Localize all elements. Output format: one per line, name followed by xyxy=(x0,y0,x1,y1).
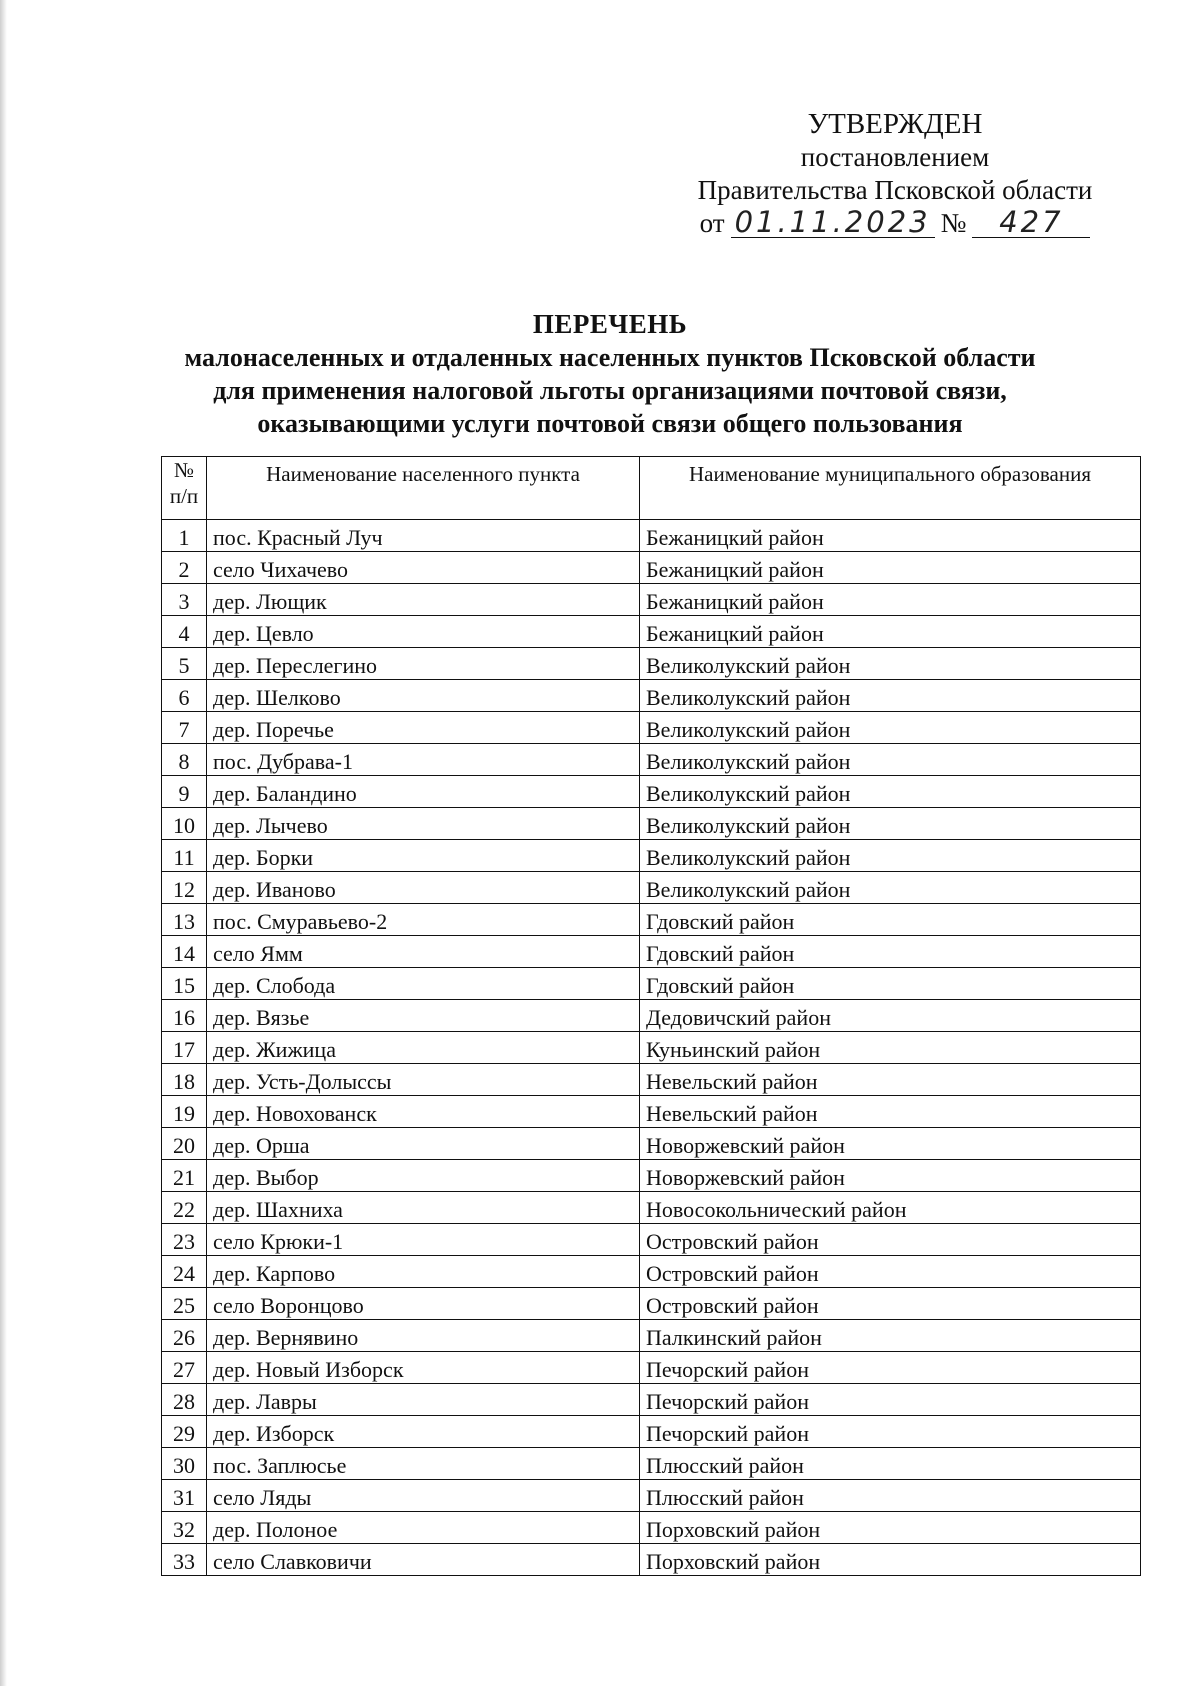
row-number: 28 xyxy=(162,1384,207,1416)
municipality-name: Островский район xyxy=(640,1224,1141,1256)
row-number: 17 xyxy=(162,1032,207,1064)
row-number: 7 xyxy=(162,712,207,744)
municipality-name: Печорский район xyxy=(640,1352,1141,1384)
settlement-name: дер. Полоное xyxy=(207,1512,640,1544)
municipality-name: Гдовский район xyxy=(640,936,1141,968)
settlement-name: дер. Борки xyxy=(207,840,640,872)
row-number: 6 xyxy=(162,680,207,712)
table-body xyxy=(162,520,1141,1576)
municipality-name: Великолукский район xyxy=(640,648,1141,680)
settlement-name: дер. Орша xyxy=(207,1128,640,1160)
municipality-name: Бежаницкий район xyxy=(640,584,1141,616)
municipality-name: Великолукский район xyxy=(640,872,1141,904)
approval-title: УТВЕРЖДЕН xyxy=(807,108,983,140)
table-row xyxy=(162,1544,1141,1576)
municipality-name: Куньинский район xyxy=(640,1032,1141,1064)
settlement-name: пос. Смуравьево-2 xyxy=(207,904,640,936)
municipality-name: Великолукский район xyxy=(640,808,1141,840)
table-row xyxy=(162,968,1141,1000)
settlement-name: пос. Красный Луч xyxy=(207,520,640,552)
row-number: 16 xyxy=(162,1000,207,1032)
row-number: 15 xyxy=(162,968,207,1000)
heading-title: ПЕРЕЧЕНЬ xyxy=(532,309,688,339)
heading-line-2: для применения налоговой льготы организациями почтовой связи, xyxy=(213,376,1007,405)
municipality-name: Гдовский район xyxy=(640,904,1141,936)
row-number: 9 xyxy=(162,776,207,808)
municipality-name: Великолукский район xyxy=(640,776,1141,808)
row-number: 13 xyxy=(162,904,207,936)
from-label: от xyxy=(699,208,725,238)
municipality-name: Палкинский район xyxy=(640,1320,1141,1352)
municipality-name: Новосокольнический район xyxy=(640,1192,1141,1224)
row-number: 8 xyxy=(162,744,207,776)
table-row xyxy=(162,584,1141,616)
table-row xyxy=(162,552,1141,584)
handwritten-number: 427 xyxy=(972,207,1090,238)
municipality-name: Островский район xyxy=(640,1256,1141,1288)
table-row xyxy=(162,936,1141,968)
table-row xyxy=(162,840,1141,872)
settlements-table xyxy=(161,456,1141,1576)
settlement-name: село Воронцово xyxy=(207,1288,640,1320)
settlement-name: дер. Карпово xyxy=(207,1256,640,1288)
settlement-name: дер. Усть-Долыссы xyxy=(207,1064,640,1096)
table-row xyxy=(162,1416,1141,1448)
header-settlement-name: Наименование населенного пункта xyxy=(207,457,640,520)
number-label: № xyxy=(940,208,967,238)
row-number: 11 xyxy=(162,840,207,872)
table-row xyxy=(162,1160,1141,1192)
table-row xyxy=(162,872,1141,904)
settlement-name: село Славковичи xyxy=(207,1544,640,1576)
table-row xyxy=(162,1352,1141,1384)
municipality-name: Новоржевский район xyxy=(640,1128,1141,1160)
settlement-name: дер. Шахниха xyxy=(207,1192,640,1224)
settlement-name: дер. Новохованск xyxy=(207,1096,640,1128)
row-number: 14 xyxy=(162,936,207,968)
settlement-name: село Ляды xyxy=(207,1480,640,1512)
municipality-name: Дедовичский район xyxy=(640,1000,1141,1032)
row-number: 5 xyxy=(162,648,207,680)
table-row xyxy=(162,1320,1141,1352)
scan-edge-shading xyxy=(0,0,7,1686)
handwritten-date: 01.11.2023 xyxy=(731,207,935,238)
row-number: 1 xyxy=(162,520,207,552)
municipality-name: Великолукский район xyxy=(640,680,1141,712)
row-number: 3 xyxy=(162,584,207,616)
header-municipality: Наименование муниципального образования xyxy=(640,457,1141,520)
settlement-name: дер. Цевло xyxy=(207,616,640,648)
table-row xyxy=(162,776,1141,808)
table-row xyxy=(162,680,1141,712)
municipality-name: Бежаницкий район xyxy=(640,552,1141,584)
settlement-name: пос. Дубрава-1 xyxy=(207,744,640,776)
municipality-name: Гдовский район xyxy=(640,968,1141,1000)
settlement-name: дер. Лычево xyxy=(207,808,640,840)
document-heading xyxy=(140,308,1080,440)
row-number: 30 xyxy=(162,1448,207,1480)
row-number: 20 xyxy=(162,1128,207,1160)
approval-line-resolution: постановлением xyxy=(800,142,990,172)
municipality-name: Бежаницкий район xyxy=(640,520,1141,552)
table-row xyxy=(162,1096,1141,1128)
table-row xyxy=(162,1288,1141,1320)
table-row xyxy=(162,1448,1141,1480)
municipality-name: Невельский район xyxy=(640,1064,1141,1096)
row-number: 31 xyxy=(162,1480,207,1512)
table-row xyxy=(162,1064,1141,1096)
table-row xyxy=(162,808,1141,840)
row-number: 12 xyxy=(162,872,207,904)
table-row xyxy=(162,744,1141,776)
settlement-name: дер. Иваново xyxy=(207,872,640,904)
row-number: 33 xyxy=(162,1544,207,1576)
settlement-name: дер. Переслегино xyxy=(207,648,640,680)
settlement-name: дер. Лавры xyxy=(207,1384,640,1416)
row-number: 32 xyxy=(162,1512,207,1544)
heading-line-1: малонаселенных и отдаленных населенных пунктов Псковской области xyxy=(184,343,1036,372)
settlement-name: дер. Изборск xyxy=(207,1416,640,1448)
table-row xyxy=(162,1384,1141,1416)
table-row xyxy=(162,904,1141,936)
approval-line-government: Правительства Псковской области xyxy=(697,175,1093,205)
table-row xyxy=(162,648,1141,680)
municipality-name: Великолукский район xyxy=(640,840,1141,872)
row-number: 22 xyxy=(162,1192,207,1224)
settlement-name: дер. Жижица xyxy=(207,1032,640,1064)
settlement-name: пос. Заплюсье xyxy=(207,1448,640,1480)
table-row xyxy=(162,1128,1141,1160)
row-number: 27 xyxy=(162,1352,207,1384)
municipality-name: Плюсский район xyxy=(640,1480,1141,1512)
row-number: 18 xyxy=(162,1064,207,1096)
row-number: 24 xyxy=(162,1256,207,1288)
table-row xyxy=(162,520,1141,552)
settlement-name: дер. Новый Изборск xyxy=(207,1352,640,1384)
municipality-name: Бежаницкий район xyxy=(640,616,1141,648)
settlement-name: село Ямм xyxy=(207,936,640,968)
row-number: 10 xyxy=(162,808,207,840)
settlement-name: дер. Поречье xyxy=(207,712,640,744)
municipality-name: Печорский район xyxy=(640,1416,1141,1448)
table-row xyxy=(162,1000,1141,1032)
municipality-name: Порховский район xyxy=(640,1544,1141,1576)
municipality-name: Великолукский район xyxy=(640,712,1141,744)
table-row xyxy=(162,1032,1141,1064)
table-row xyxy=(162,1192,1141,1224)
row-number: 29 xyxy=(162,1416,207,1448)
settlement-name: дер. Выбор xyxy=(207,1160,640,1192)
municipality-name: Невельский район xyxy=(640,1096,1141,1128)
row-number: 21 xyxy=(162,1160,207,1192)
municipality-name: Великолукский район xyxy=(640,744,1141,776)
municipality-name: Порховский район xyxy=(640,1512,1141,1544)
approval-stamp-block xyxy=(660,108,1130,240)
table-row xyxy=(162,1480,1141,1512)
municipality-name: Плюсский район xyxy=(640,1448,1141,1480)
heading-line-3: оказывающими услуги почтовой связи общего пользования xyxy=(257,409,963,438)
settlement-name: дер. Лющик xyxy=(207,584,640,616)
settlement-name: дер. Слобода xyxy=(207,968,640,1000)
table-row xyxy=(162,712,1141,744)
row-number: 2 xyxy=(162,552,207,584)
row-number: 4 xyxy=(162,616,207,648)
row-number: 23 xyxy=(162,1224,207,1256)
table-row xyxy=(162,616,1141,648)
municipality-name: Печорский район xyxy=(640,1384,1141,1416)
settlement-name: село Крюки-1 xyxy=(207,1224,640,1256)
header-number: № п/п xyxy=(162,457,207,520)
table-row xyxy=(162,1256,1141,1288)
settlement-name: дер. Вернявино xyxy=(207,1320,640,1352)
approval-date-number-line xyxy=(660,207,1130,240)
settlement-name: дер. Вязье xyxy=(207,1000,640,1032)
settlement-name: село Чихачево xyxy=(207,552,640,584)
table-row xyxy=(162,1224,1141,1256)
row-number: 19 xyxy=(162,1096,207,1128)
settlement-name: дер. Баландино xyxy=(207,776,640,808)
municipality-name: Новоржевский район xyxy=(640,1160,1141,1192)
table-row xyxy=(162,1512,1141,1544)
row-number: 26 xyxy=(162,1320,207,1352)
settlement-name: дер. Шелково xyxy=(207,680,640,712)
row-number: 25 xyxy=(162,1288,207,1320)
table-header-row xyxy=(162,457,1141,520)
municipality-name: Островский район xyxy=(640,1288,1141,1320)
